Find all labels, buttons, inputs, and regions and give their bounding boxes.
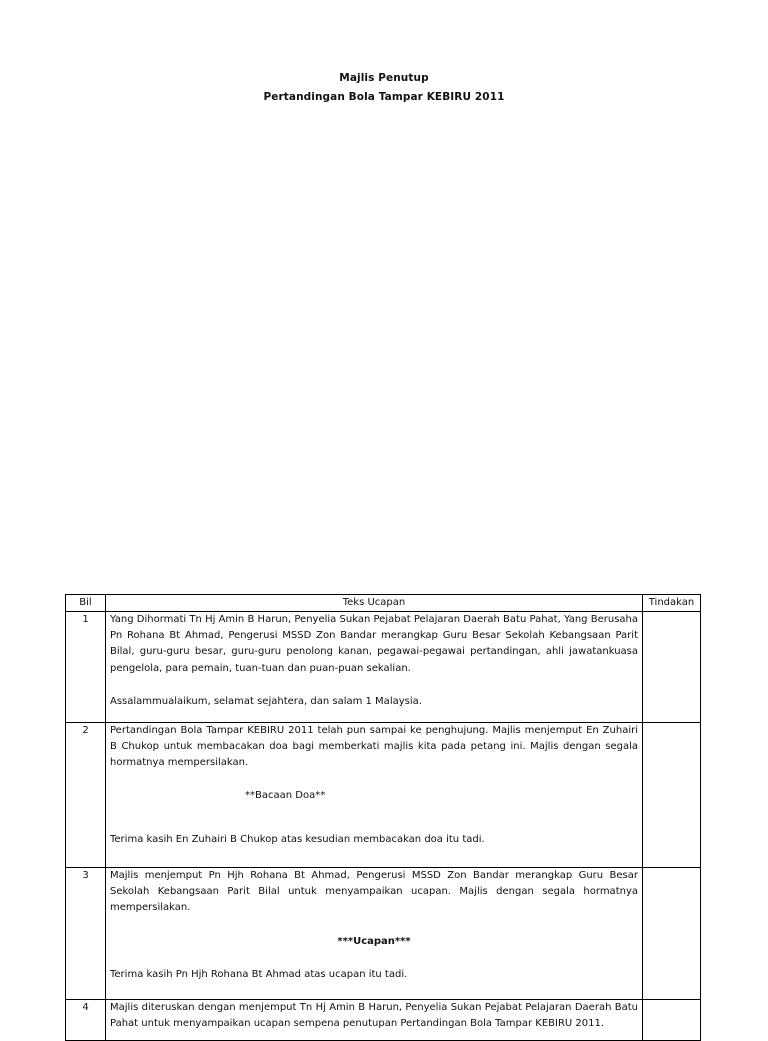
row-number: 1: [66, 612, 106, 723]
speech-cue: ***Ucapan***: [337, 935, 411, 947]
header-teks-ucapan: Teks Ucapan: [106, 595, 643, 612]
speech-paragraph: Pertandingan Bola Tampar KEBIRU 2011 telah pun sampai ke penghujung. Majlis menjemput En Zuhairi B Chukop untuk membacakan doa bagi memberkati majlis kita pada petang ini. Majlis dengan segala hormatnya mempersilakan.: [110, 725, 638, 769]
action-cell: [643, 612, 701, 723]
action-cell: [643, 723, 701, 868]
action-cell: [643, 1000, 701, 1041]
speech-paragraph: Terima kasih En Zuhairi B Chukop atas kesudian membacakan doa itu tadi.: [110, 833, 485, 845]
speech-text: [106, 868, 643, 1000]
speech-paragraph: Majlis diteruskan dengan menjemput Tn Hj Amin B Harun, Penyelia Sukan Pejabat Pelajaran Daerah Batu Pahat untuk menyampaikan ucapan sempena penutupan Pertandingan Bola Tampar KEBIRU 2011.: [110, 1002, 638, 1030]
document-subtitle: Pertandingan Bola Tampar KEBIRU 2011: [263, 91, 505, 103]
table-row: [66, 868, 701, 1000]
speech-table: [65, 594, 701, 1041]
header-bil: Bil: [66, 595, 106, 612]
row-number: 2: [66, 723, 106, 868]
table-header-row: [66, 595, 701, 612]
speech-cue: **Bacaan Doa**: [245, 789, 326, 801]
table-row: [66, 723, 701, 868]
table-row: [66, 1000, 701, 1041]
speech-text: [106, 723, 643, 868]
speech-text: [106, 1000, 643, 1041]
speech-text: [106, 612, 643, 723]
row-number: 3: [66, 868, 106, 1000]
row-number: 4: [66, 1000, 106, 1041]
action-cell: [643, 868, 701, 1000]
document-title: Majlis Penutup: [339, 72, 429, 84]
header-tindakan: Tindakan: [643, 595, 701, 612]
speech-paragraph: Terima kasih Pn Hjh Rohana Bt Ahmad atas ucapan itu tadi.: [110, 968, 408, 980]
table-row: [66, 612, 701, 723]
speech-paragraph: Majlis menjemput Pn Hjh Rohana Bt Ahmad, Pengerusi MSSD Zon Bandar merangkap Guru Besar Sekolah Kebangsaan Parit Bilal untuk menyampaikan ucapan. Majlis dengan segala hormatnya mempersilakan.: [110, 870, 638, 914]
speech-paragraph: Assalammualaikum, selamat sejahtera, dan salam 1 Malaysia.: [110, 695, 422, 707]
speech-paragraph: Yang Dihormati Tn Hj Amin B Harun, Penyelia Sukan Pejabat Pelajaran Daerah Batu Pahat, Yang Berusaha Pn Rohana Bt Ahmad, Pengerusi MSSD Zon Bandar merangkap Guru Besar Sekolah Kebangsaan Parit Bilal, guru-guru besar, guru-guru penolong kanan, pegawai-pegawai pertandingan, ahli jawatankuasa pengelola, para pemain, tuan-tuan dan puan-puan sekalian.: [110, 614, 638, 674]
